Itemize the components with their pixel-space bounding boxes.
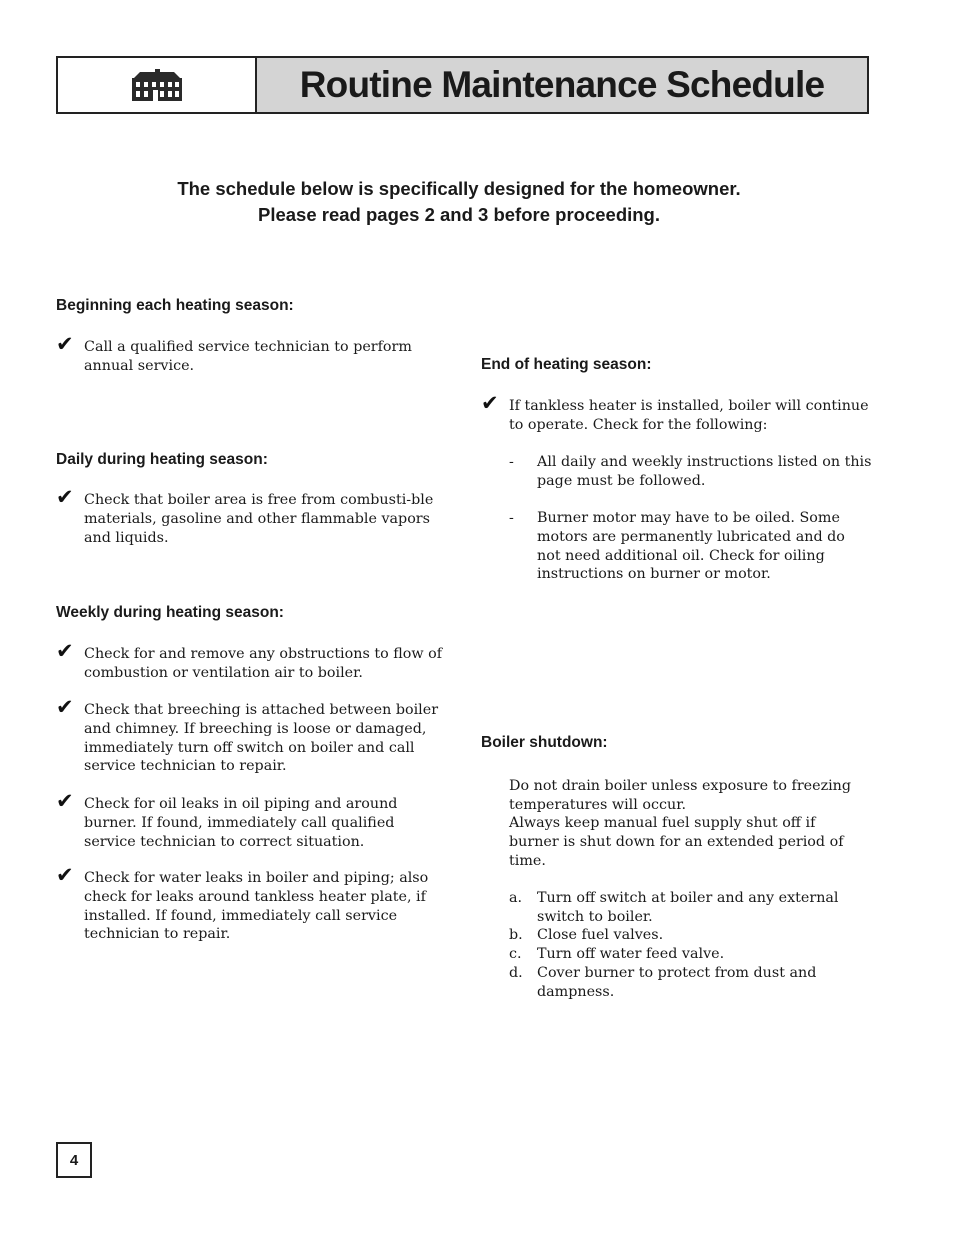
checklist-item-text: If tankless heater is installed, boiler will continue to operate. Check for the following:	[509, 398, 869, 433]
step-text: Turn off switch at boiler and any external switch to boiler.	[537, 890, 839, 925]
shutdown-paragraph-1: Do not drain boiler unless exposure to freezing temperatures will occur.	[509, 778, 852, 813]
section-heading-shutdown: Boiler shutdown:	[481, 734, 608, 751]
checklist-item-text: Check for and remove any obstructions to flow of combustion or ventilation air to boiler.	[84, 646, 443, 681]
section-heading-end: End of heating season:	[481, 356, 652, 373]
checkmark-icon: ✔	[56, 485, 74, 509]
intro-line-1: The schedule below is specifically designed for the homeowner.	[177, 178, 741, 199]
step-marker: a.	[509, 890, 523, 906]
page-number: 4	[56, 1142, 92, 1178]
logo-box	[58, 58, 257, 112]
step-marker: b.	[509, 927, 523, 943]
section-heading-daily: Daily during heating season:	[56, 451, 268, 468]
dash-list-item-text: Burner motor may have to be oiled. Some motors are permanently lubricated and do not need additional oil. Check for oiling instructions on burner or motor.	[537, 510, 845, 583]
checklist-item-text: Call a qualified service technician to perform annual service.	[84, 339, 412, 374]
checkmark-icon: ✔	[56, 863, 74, 887]
checkmark-icon: ✔	[481, 391, 499, 415]
step-text: Close fuel valves.	[537, 927, 664, 943]
shutdown-paragraph-2: Always keep manual fuel supply shut off if burner is shut down for an extended period of time.	[509, 815, 844, 869]
checklist-item-text: Check for oil leaks in oil piping and around burner. If found, immediately call qualified service technician to correct situation.	[84, 796, 398, 850]
step-marker: c.	[509, 946, 522, 962]
checkmark-icon: ✔	[56, 695, 74, 719]
dash-marker: -	[509, 510, 514, 526]
page-header	[56, 56, 869, 114]
dash-marker: -	[509, 454, 514, 470]
house-icon	[130, 68, 184, 102]
section-heading-beginning: Beginning each heating season:	[56, 297, 294, 314]
checkmark-icon: ✔	[56, 639, 74, 663]
page-title: Routine Maintenance Schedule	[299, 64, 825, 105]
title-box	[257, 58, 867, 112]
intro-line-2: Please read pages 2 and 3 before proceeding.	[257, 204, 660, 225]
checklist-item-text: Check that breeching is attached between boiler and chimney. If breeching is loose or damaged, immediately turn off switch on boiler and call service technician to repair.	[84, 702, 439, 775]
dash-list-item-text: All daily and weekly instructions listed on this page must be followed.	[537, 454, 872, 489]
checklist-item-text: Check for water leaks in boiler and piping; also check for leaks around tankless heater plate, if installed. If found, immediately call service technician to repair.	[84, 870, 429, 943]
checklist-item-text: Check that boiler area is free from combusti-ble materials, gasoline and other flammable vapors and liquids.	[84, 492, 434, 546]
checkmark-icon: ✔	[56, 789, 74, 813]
section-heading-weekly: Weekly during heating season:	[56, 604, 284, 621]
step-text: Turn off water feed valve.	[537, 946, 725, 962]
step-marker: d.	[509, 965, 523, 981]
checkmark-icon: ✔	[56, 332, 74, 356]
step-text: Cover burner to protect from dust and dampness.	[537, 965, 817, 1000]
